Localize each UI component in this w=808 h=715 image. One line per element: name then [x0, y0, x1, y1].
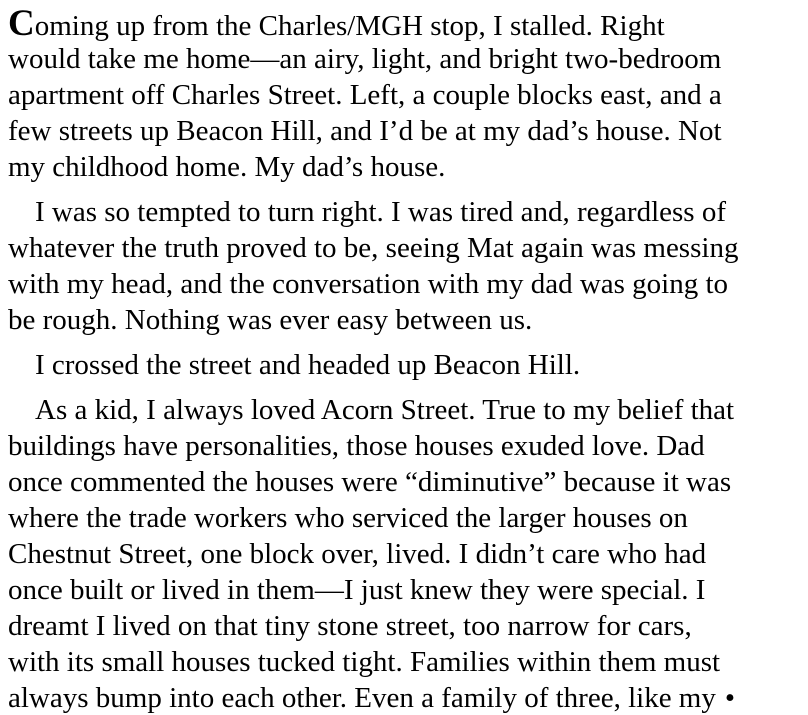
- text-line: dreamt I lived on that tiny stone street, too narrow for cars,: [8, 610, 692, 642]
- text-line: I crossed the street and headed up Beacon Hill.: [35, 349, 581, 381]
- text-line: with my head, and the conversation with my dad was going to: [8, 268, 729, 300]
- text-line: buildings have personalities, those houses exuded love. Dad: [8, 430, 705, 462]
- text-line: I was so tempted to turn right. I was tired and, regardless of: [35, 196, 726, 228]
- text-line: once commented the houses were “diminutive” because it was: [8, 466, 732, 498]
- text-line: be rough. Nothing was ever easy between us.: [8, 304, 533, 336]
- text-line: few streets up Beacon Hill, and I’d be at my dad’s house. Not: [8, 115, 722, 147]
- text-line: As a kid, I always loved Acorn Street. True to my belief that: [35, 394, 735, 426]
- text-line: would take me home—an airy, light, and bright two-bedroom: [8, 43, 722, 75]
- end-of-text-marker-dot: •: [724, 682, 736, 714]
- text-line: where the trade workers who serviced the larger houses on: [8, 502, 688, 534]
- lead-capital: C: [8, 3, 35, 44]
- paragraph: [8, 392, 802, 715]
- text-line: my childhood home. My dad’s house.: [8, 151, 446, 183]
- text-line-rest: oming up from the Charles/MGH stop, I stalled. Right: [34, 10, 665, 42]
- text-line: [8, 680, 802, 715]
- text-line: once built or lived in them—I just knew they were special. I: [8, 574, 706, 606]
- text-line: Chestnut Street, one block over, lived. I didn’t care who had: [8, 538, 707, 570]
- text-line: whatever the truth proved to be, seeing Mat again was messing: [8, 232, 739, 264]
- text-line: apartment off Charles Street. Left, a couple blocks east, and a: [8, 79, 722, 111]
- paragraph: [8, 194, 802, 338]
- text-line: with its small houses tucked tight. Families within them must: [8, 646, 721, 678]
- paragraph: [8, 347, 802, 383]
- text-line: [8, 3, 802, 44]
- paragraph: [8, 5, 802, 185]
- text-line-rest: always bump into each other. Even a family of three, like my: [8, 682, 716, 714]
